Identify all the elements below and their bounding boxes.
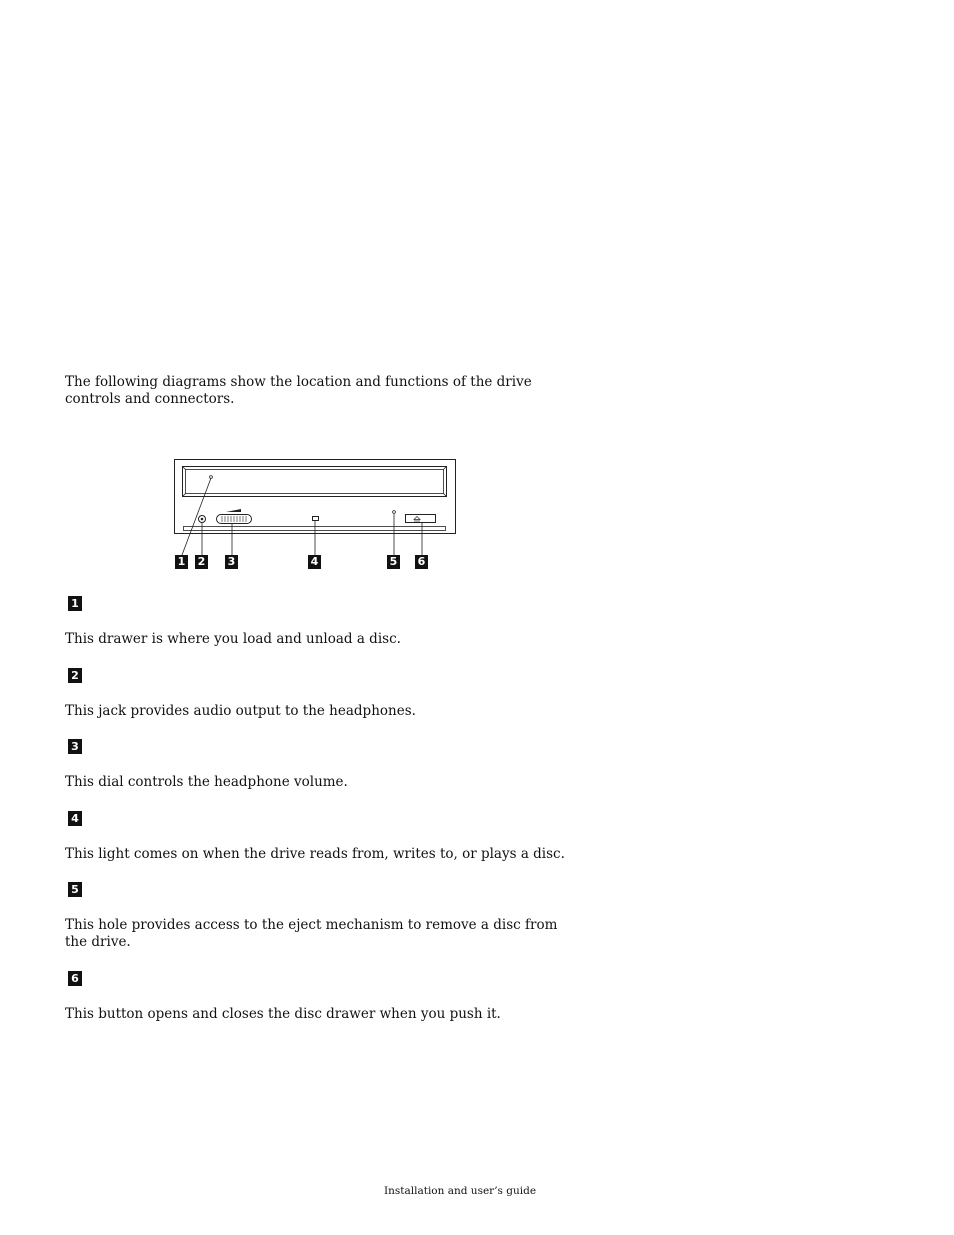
callout-3: 3 [68, 739, 82, 754]
eject-button [406, 515, 436, 523]
callout-6: 6 [68, 971, 82, 986]
diagram-label-3: 3 [225, 555, 238, 569]
item-1-description: This drawer is where you load and unload a disc. [65, 631, 401, 647]
callout-4: 4 [68, 811, 82, 826]
callout-5: 5 [68, 882, 82, 897]
item-2-description: This jack provides audio output to the headphones. [65, 703, 416, 719]
diagram-label-6: 6 [415, 555, 428, 569]
item-6-description: This button opens and closes the disc drawer when you push it. [65, 1006, 501, 1022]
callout-2: 2 [68, 668, 82, 683]
diagram-label-2: 2 [195, 555, 208, 569]
item-3-description: This dial controls the headphone volume. [65, 774, 348, 790]
eject-icon [414, 517, 420, 520]
diagram-label-5: 5 [387, 555, 400, 569]
disc-drawer [183, 467, 447, 497]
emergency-eject-hole [393, 511, 396, 514]
diagram-label-1: 1 [175, 555, 188, 569]
diagram-label-4: 4 [308, 555, 321, 569]
busy-light [313, 517, 319, 521]
page-footer: Installation and user’s guide [383, 1185, 537, 1197]
callout-1: 1 [68, 596, 82, 611]
item-5-description: This hole provides access to the eject mechanism to remove a disc from the drive. [65, 917, 558, 950]
drive-front-diagram [0, 0, 954, 600]
item-4-description: This light comes on when the drive reads from, writes to, or plays a disc. [65, 846, 565, 862]
intro-paragraph: The following diagrams show the location and functions of the drive controls and connectors. [65, 374, 532, 407]
